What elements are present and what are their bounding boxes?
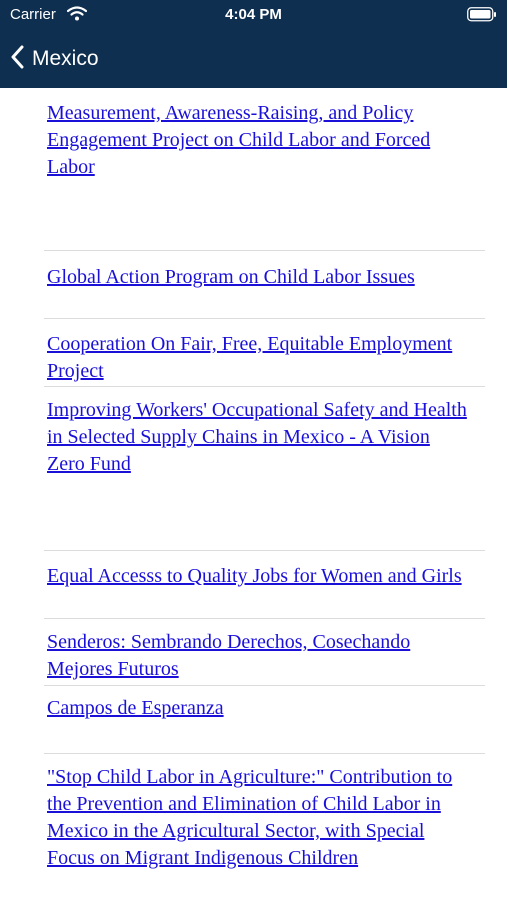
- list-item: [44, 319, 485, 387]
- clock: 4:04 PM: [225, 6, 282, 23]
- list-item: [44, 100, 485, 251]
- project-link[interactable]: Cooperation On Fair, Free, Equitable Employment Project: [47, 333, 453, 382]
- back-button[interactable]: [10, 30, 99, 88]
- project-link[interactable]: Campos de Esperanza: [47, 697, 224, 719]
- list-item: [44, 686, 485, 754]
- status-bar: [0, 0, 507, 30]
- project-link[interactable]: "Stop Child Labor in Agriculture:" Contribution to the Prevention and Elimination of Child Labor in Mexico in the Agricultural Sector, with Special Focus on Migrant Indigenous Children: [47, 766, 453, 869]
- back-label: Mexico: [32, 47, 99, 70]
- list-item: [44, 619, 485, 686]
- carrier-label: Carrier: [10, 6, 56, 23]
- project-link[interactable]: Global Action Program on Child Labor Issues: [47, 266, 415, 288]
- list-item: [44, 754, 485, 900]
- list-item: [44, 387, 485, 551]
- project-link[interactable]: Equal Accesss to Quality Jobs for Women and Girls: [47, 565, 462, 587]
- list-item: [44, 551, 485, 619]
- project-link[interactable]: Measurement, Awareness-Raising, and Policy Engagement Project on Child Labor and Forced Labor: [47, 102, 431, 178]
- list-item: [44, 251, 485, 319]
- battery-icon: [467, 7, 497, 27]
- project-link[interactable]: Improving Workers' Occupational Safety and Health in Selected Supply Chains in Mexico - A Vision Zero Fund: [47, 399, 467, 475]
- chevron-left-icon: [10, 45, 24, 74]
- navigation-bar: [0, 30, 507, 88]
- project-link[interactable]: Senderos: Sembrando Derechos, Cosechando Mejores Futuros: [47, 631, 411, 680]
